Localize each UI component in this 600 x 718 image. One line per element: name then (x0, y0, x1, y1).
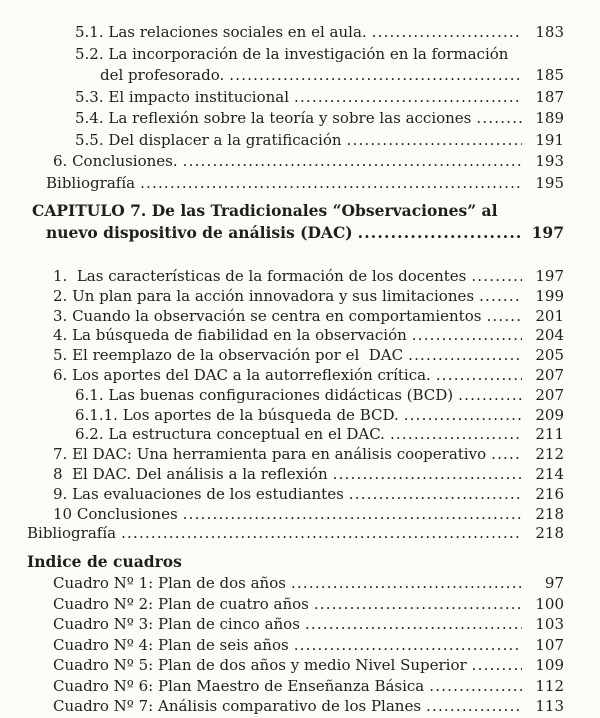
dot-leader (472, 655, 522, 676)
dot-leader (121, 524, 522, 544)
section-chapter7-heading (27, 200, 564, 244)
section-index-of-tables (27, 551, 564, 717)
entry-title: 8 El DAC. Del análisis a la reflexión (53, 464, 328, 483)
page-number: 205 (535, 346, 564, 365)
dot-leader (314, 594, 522, 615)
page-number: 218 (535, 524, 564, 543)
entry-title: 5.2. La incorporación de la investigación en la formación (75, 44, 509, 63)
dot-leader (349, 485, 522, 505)
page-number: 183 (535, 23, 564, 41)
page-number: 197 (531, 223, 564, 242)
dot-leader (486, 307, 522, 327)
section-chapter6-continuation (27, 22, 564, 194)
toc-entry (27, 200, 564, 222)
dot-leader (476, 108, 522, 130)
entry-title: 9. Las evaluaciones de los estudiantes (53, 484, 344, 503)
entry-title: 1. Las características de la formación de los docentes (53, 267, 467, 285)
entry-title: 5.4. La reflexión sobre la teoría y sobre las acciones (75, 109, 472, 127)
dot-leader (372, 22, 522, 44)
entry-title: 6. Los aportes del DAC a la autorreflexión crítica. (53, 365, 431, 384)
entry-title: 6. Conclusiones. (53, 152, 178, 170)
entry-title: Plan de cuatro años (158, 594, 309, 613)
entry-title: Plan de cinco años (158, 615, 300, 634)
page-number: 193 (535, 152, 564, 170)
toc-entry (27, 485, 564, 505)
entry-title: Indice de cuadros (27, 552, 182, 572)
section-chapter7-items (27, 267, 564, 544)
toc-entry (27, 524, 564, 544)
toc-entry (27, 505, 564, 525)
page-number: 107 (535, 635, 564, 654)
page-number: 199 (535, 286, 564, 305)
page-number: 209 (535, 405, 564, 424)
toc-entry (27, 307, 564, 327)
page-number: 189 (535, 109, 564, 127)
toc-entry (27, 287, 564, 307)
toc-entry (27, 130, 564, 152)
cuadro-label: Cuadro Nº 3: (53, 615, 154, 634)
entry-title: Plan de dos años y medio Nivel Superior (158, 656, 467, 675)
toc-entry (27, 445, 564, 465)
entry-title: 5.1. Las relaciones sociales en el aula. (75, 23, 367, 41)
page-number: 100 (535, 594, 564, 613)
page-number: 187 (535, 87, 564, 106)
dot-leader (291, 573, 522, 594)
page-number: 197 (535, 267, 564, 285)
toc-entry (27, 635, 564, 656)
page-number: 207 (535, 365, 564, 384)
cuadro-label: Cuadro Nº 5: (53, 656, 154, 675)
cuadro-label: Cuadro Nº 1: (53, 574, 154, 593)
entry-title: nuevo dispositivo de análisis (DAC) (46, 223, 353, 242)
dot-leader (408, 346, 522, 366)
page-number: 207 (535, 385, 564, 404)
entry-title: 7. El DAC: Una herramienta para en análisis cooperativo (53, 445, 487, 464)
page-number: 97 (544, 574, 564, 593)
dot-leader (412, 326, 522, 346)
toc-entry (27, 366, 564, 386)
toc-entry (27, 614, 564, 635)
dot-leader (491, 445, 522, 465)
toc-entry (27, 173, 564, 195)
toc-entry (27, 655, 564, 676)
page-number: 195 (535, 173, 564, 192)
toc-entry (27, 44, 564, 66)
page-number: 201 (535, 306, 564, 325)
dot-leader (458, 386, 522, 406)
cuadro-label: Cuadro Nº 4: (53, 635, 154, 654)
page-number: 113 (535, 697, 564, 716)
section-heading (27, 551, 564, 573)
toc-entry (27, 676, 564, 697)
dot-leader (347, 130, 522, 152)
page-number: 103 (535, 615, 564, 634)
toc-entry (27, 696, 564, 717)
entry-title: Análisis comparativo de los Planes (158, 697, 422, 716)
entry-title: Bibliografía (27, 524, 117, 543)
dot-leader (183, 151, 522, 173)
page-number: 218 (535, 504, 564, 523)
page-number: 204 (535, 326, 564, 345)
dot-leader (305, 614, 522, 635)
dot-leader (183, 505, 522, 525)
dot-leader (404, 406, 522, 426)
entry-title: Plan Maestro de Enseñanza Básica (158, 676, 425, 695)
toc-entry (27, 406, 564, 426)
cuadro-label: Cuadro Nº 6: (53, 676, 154, 695)
page-number: 185 (535, 66, 564, 84)
entry-title: 2. Un plan para la acción innovadora y sus limitaciones (53, 286, 475, 305)
page-number: 211 (535, 425, 564, 444)
entry-title: 10 Conclusiones (53, 504, 178, 523)
toc-entry (27, 425, 564, 445)
dot-leader (479, 287, 522, 307)
page-number: 212 (535, 445, 564, 464)
dot-leader (140, 173, 522, 195)
dot-leader (358, 222, 522, 244)
page-number: 214 (535, 464, 564, 483)
dot-leader (294, 87, 522, 109)
dot-leader (333, 465, 522, 485)
toc-entry (27, 326, 564, 346)
toc-entry (27, 22, 564, 44)
dot-leader (390, 425, 522, 445)
toc-entry (27, 465, 564, 485)
page-number: 112 (535, 676, 564, 695)
toc-entry (27, 65, 564, 87)
entry-title: Plan de seis años (158, 635, 289, 654)
entry-title: 6.1. Las buenas configuraciones didácticas (BCD) (75, 385, 454, 404)
page-number: 109 (535, 656, 564, 675)
dot-leader (429, 676, 522, 697)
entry-title: 6.1.1. Los aportes de la búsqueda de BCD. (75, 405, 399, 424)
toc-entry (27, 346, 564, 366)
toc-sections (27, 22, 564, 717)
toc-entry (27, 151, 564, 173)
entry-title: 5.5. Del displacer a la gratificación (75, 130, 342, 149)
entry-title: del profesorado. (100, 66, 225, 84)
toc-entry (27, 267, 564, 287)
toc-entry (27, 573, 564, 594)
toc-entry (27, 594, 564, 615)
dot-leader (294, 635, 522, 656)
cuadro-label: Cuadro Nº 7: (53, 697, 154, 716)
entry-title: 5.3. El impacto institucional (75, 87, 289, 106)
toc-entry (27, 87, 564, 109)
entry-title: 4. La búsqueda de fiabilidad en la observación (53, 326, 407, 345)
entry-title: Bibliografía (46, 173, 136, 192)
page-number: 216 (535, 484, 564, 503)
dot-leader (436, 366, 522, 386)
toc-entry (27, 222, 564, 244)
entry-title: 6.2. La estructura conceptual en el DAC. (75, 425, 385, 444)
entry-title: CAPITULO 7. De las Tradicionales “Observaciones” al (32, 201, 498, 220)
entry-title: 5. El reemplazo de la observación por el DAC (53, 346, 404, 365)
toc-entry (27, 108, 564, 130)
dot-leader (229, 65, 522, 87)
dot-leader (426, 696, 522, 717)
toc-entry (27, 386, 564, 406)
cuadro-label: Cuadro Nº 2: (53, 594, 154, 613)
entry-title: 3. Cuando la observación se centra en comportamientos (53, 306, 482, 325)
page-number: 191 (535, 130, 564, 149)
dot-leader (471, 267, 522, 287)
entry-title: Plan de dos años (158, 574, 286, 593)
